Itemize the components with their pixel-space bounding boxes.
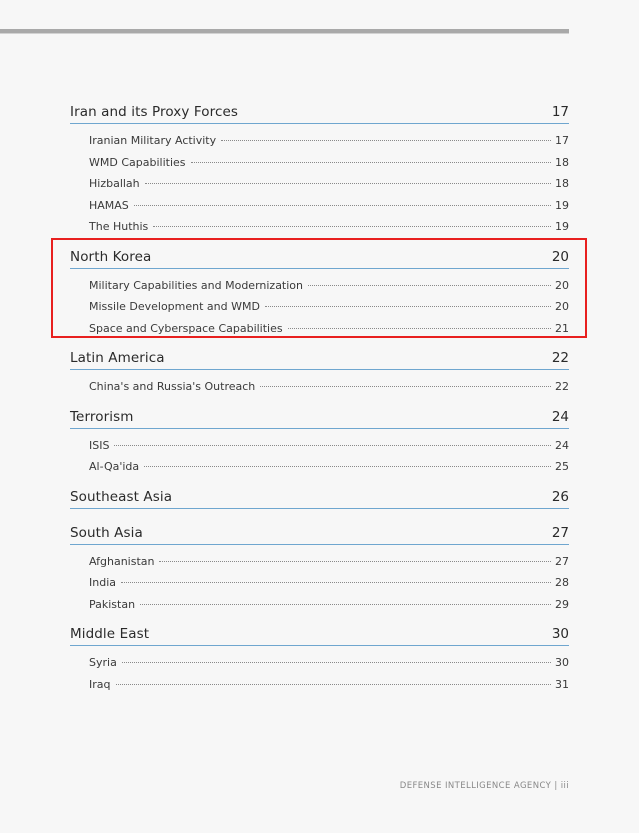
section-page: 30 (551, 626, 569, 642)
section-title: North Korea (70, 248, 152, 265)
toc-item-page: 29 (555, 597, 569, 611)
dot-leader (140, 604, 551, 605)
toc-item[interactable] (70, 594, 569, 616)
section-heading[interactable] (70, 249, 569, 269)
toc-item-page: 30 (555, 656, 569, 669)
toc-item-page: 20 (555, 300, 569, 313)
dot-leader (145, 183, 551, 184)
toc-item[interactable] (70, 435, 569, 457)
section-heading[interactable] (70, 626, 569, 646)
toc-item-label: Iraq (89, 677, 111, 691)
dot-leader (308, 285, 551, 286)
toc-item-label: The Huthis (89, 220, 149, 233)
section-heading[interactable] (70, 104, 569, 124)
toc-item-page: 24 (555, 438, 569, 452)
section-title: Southeast Asia (70, 488, 173, 505)
toc-section-south-asia (70, 525, 569, 616)
section-title: Middle East (70, 626, 150, 642)
section-heading[interactable] (70, 409, 569, 429)
toc-item-label: Missile Development and WMD (89, 300, 260, 313)
page-footer: DEFENSE INTELLIGENCE AGENCY | iii (399, 781, 569, 791)
section-page: 26 (551, 488, 569, 505)
toc-item[interactable] (70, 572, 569, 594)
toc-section-north-korea (70, 249, 569, 340)
toc-item[interactable] (70, 130, 569, 152)
dot-leader (221, 140, 551, 141)
section-page: 17 (551, 104, 569, 120)
toc-item[interactable] (70, 674, 569, 696)
toc-section-latin-america (70, 350, 569, 398)
top-rule (0, 29, 569, 34)
dot-leader (114, 445, 551, 446)
section-title: Latin America (70, 350, 165, 366)
toc-item-page: 31 (555, 677, 569, 691)
toc-item-page: 17 (555, 134, 569, 147)
toc-item-label: Afghanistan (89, 554, 155, 568)
toc-item[interactable] (70, 173, 569, 195)
table-of-contents (70, 104, 569, 706)
dot-leader (265, 306, 551, 307)
dot-leader (288, 328, 551, 329)
toc-item-page: 18 (555, 177, 569, 190)
toc-item-page: 21 (555, 321, 569, 335)
toc-item-label: Space and Cyberspace Capabilities (89, 321, 283, 335)
dot-leader (116, 684, 552, 685)
dot-leader (121, 582, 551, 583)
dot-leader (191, 162, 552, 163)
toc-item[interactable] (70, 376, 569, 398)
section-title: Iran and its Proxy Forces (70, 104, 239, 120)
toc-item-page: 22 (555, 380, 569, 393)
toc-item-label: China's and Russia's Outreach (89, 380, 256, 393)
toc-item[interactable] (70, 652, 569, 674)
toc-item-label: HAMAS (89, 198, 129, 212)
toc-item[interactable] (70, 195, 569, 217)
toc-item-label: Iranian Military Activity (89, 134, 217, 147)
toc-item-page: 27 (555, 554, 569, 568)
toc-section-middle-east (70, 626, 569, 695)
toc-item-label: Al-Qa'ida (89, 460, 140, 473)
section-heading[interactable] (70, 350, 569, 370)
section-title: Terrorism (70, 408, 134, 425)
section-heading[interactable] (70, 489, 569, 509)
toc-item[interactable] (70, 216, 569, 238)
toc-item[interactable] (70, 551, 569, 573)
section-page: 20 (551, 248, 569, 265)
toc-item-page: 19 (555, 220, 569, 233)
toc-item-page: 20 (555, 278, 569, 292)
section-title: South Asia (70, 524, 143, 541)
toc-section-terrorism (70, 409, 569, 478)
toc-item[interactable] (70, 296, 569, 318)
section-page: 27 (551, 524, 569, 541)
toc-item[interactable] (70, 318, 569, 340)
toc-item-page: 28 (555, 576, 569, 589)
dot-leader (159, 561, 551, 562)
section-heading[interactable] (70, 525, 569, 545)
toc-item[interactable] (70, 152, 569, 174)
toc-item[interactable] (70, 275, 569, 297)
dot-leader (260, 386, 551, 387)
dot-leader (122, 662, 551, 663)
toc-item-label: Hizballah (89, 177, 140, 190)
toc-item-page: 19 (555, 198, 569, 212)
section-page: 24 (551, 408, 569, 425)
toc-item-label: ISIS (89, 438, 110, 452)
toc-item-label: Military Capabilities and Modernization (89, 278, 304, 292)
toc-item-label: Pakistan (89, 597, 136, 611)
toc-item-label: India (89, 576, 116, 589)
section-page: 22 (551, 350, 569, 366)
dot-leader (134, 205, 551, 206)
dot-leader (144, 466, 551, 467)
toc-item-page: 25 (555, 460, 569, 473)
toc-section-southeast-asia (70, 489, 569, 509)
toc-item-label: WMD Capabilities (89, 155, 186, 169)
toc-item[interactable] (70, 456, 569, 478)
toc-item-page: 18 (555, 155, 569, 169)
toc-item-label: Syria (89, 656, 117, 669)
toc-section-iran (70, 104, 569, 238)
dot-leader (153, 226, 551, 227)
